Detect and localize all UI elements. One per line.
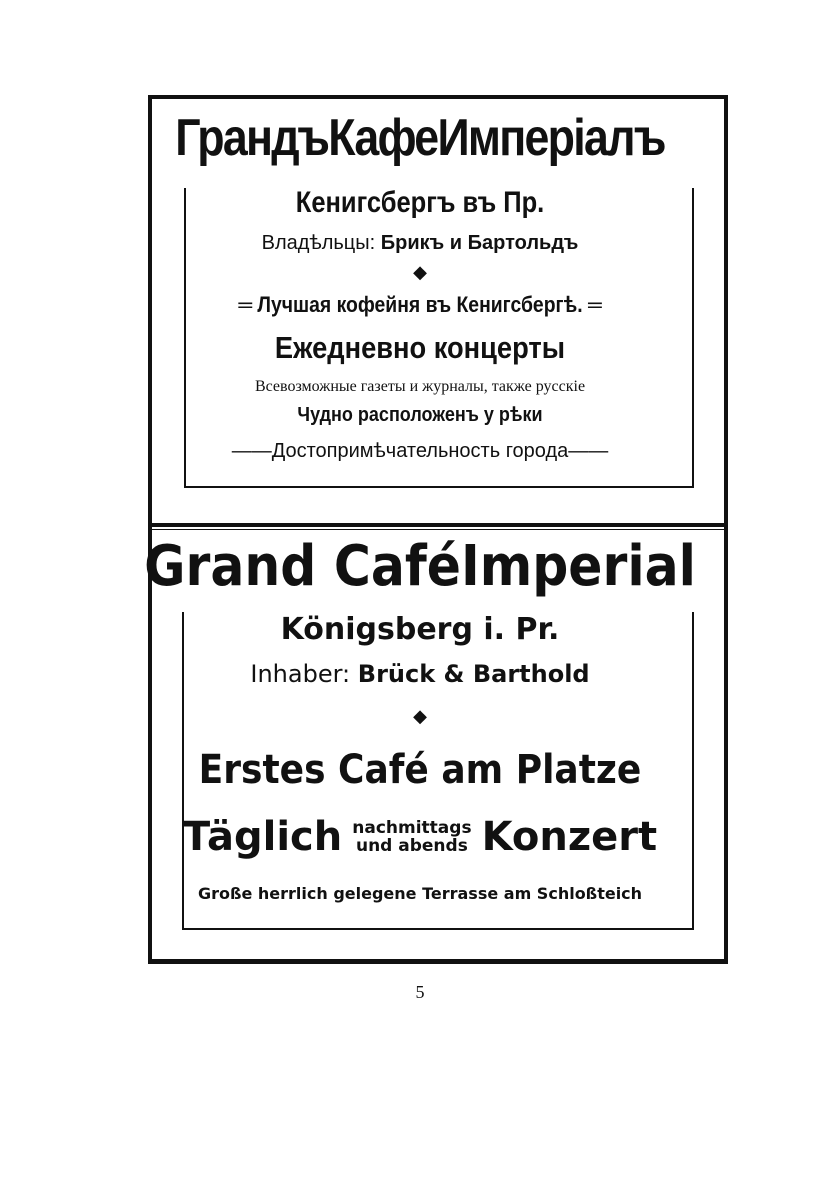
frame-middle-divider [148,523,728,527]
german-daily-small-top: nachmittags [352,818,472,838]
diamond-divider-icon-2: ◆ [413,706,427,726]
russian-title: ГрандъКафеИмперiалъ [175,109,665,167]
russian-concerts: Ежедневно концерты [274,330,566,365]
russian-owners-names: Брикъ и Бартольдъ [380,232,579,254]
russian-best-cafe: ═ Лучшая кофейня въ Кенигсбергѣ. ═ [238,292,602,317]
german-daily-right: Konzert [481,814,658,860]
diamond-divider-icon: ◆ [413,262,427,282]
german-daily-small-bottom: und abends [355,836,468,856]
russian-owners-label: Владѣльцы: [261,232,376,254]
german-owners [0,660,840,688]
german-city: Königsberg i. Pr. [280,612,560,647]
russian-sight: ——Достопримѣчательность города—— [231,440,609,462]
russian-owners [0,232,840,255]
russian-river: Чудно расположенъ у рѣки [297,404,543,426]
german-title: Grand CaféImperial [144,534,696,599]
german-first-cafe: Erstes Café am Platze [198,747,642,793]
frame-middle-divider-thin [148,529,728,530]
frame-bottom-border [148,959,728,964]
german-terrace: Große herrlich gelegene Terrasse am Schloßteich [197,884,643,903]
german-owners-names: Brück & Barthold [357,660,590,688]
german-daily-small [352,819,471,855]
russian-city: Кенигсбергъ въ Пр. [295,186,545,219]
page-number: 5 [415,982,425,1002]
russian-newspapers: Всевозможные газеты и журналы, также русскiе [254,378,586,395]
frame-top-border [148,95,728,99]
german-daily-left: Täglich [182,814,343,860]
german-owners-label: Inhaber: [250,660,351,688]
german-daily-concert [0,814,840,860]
